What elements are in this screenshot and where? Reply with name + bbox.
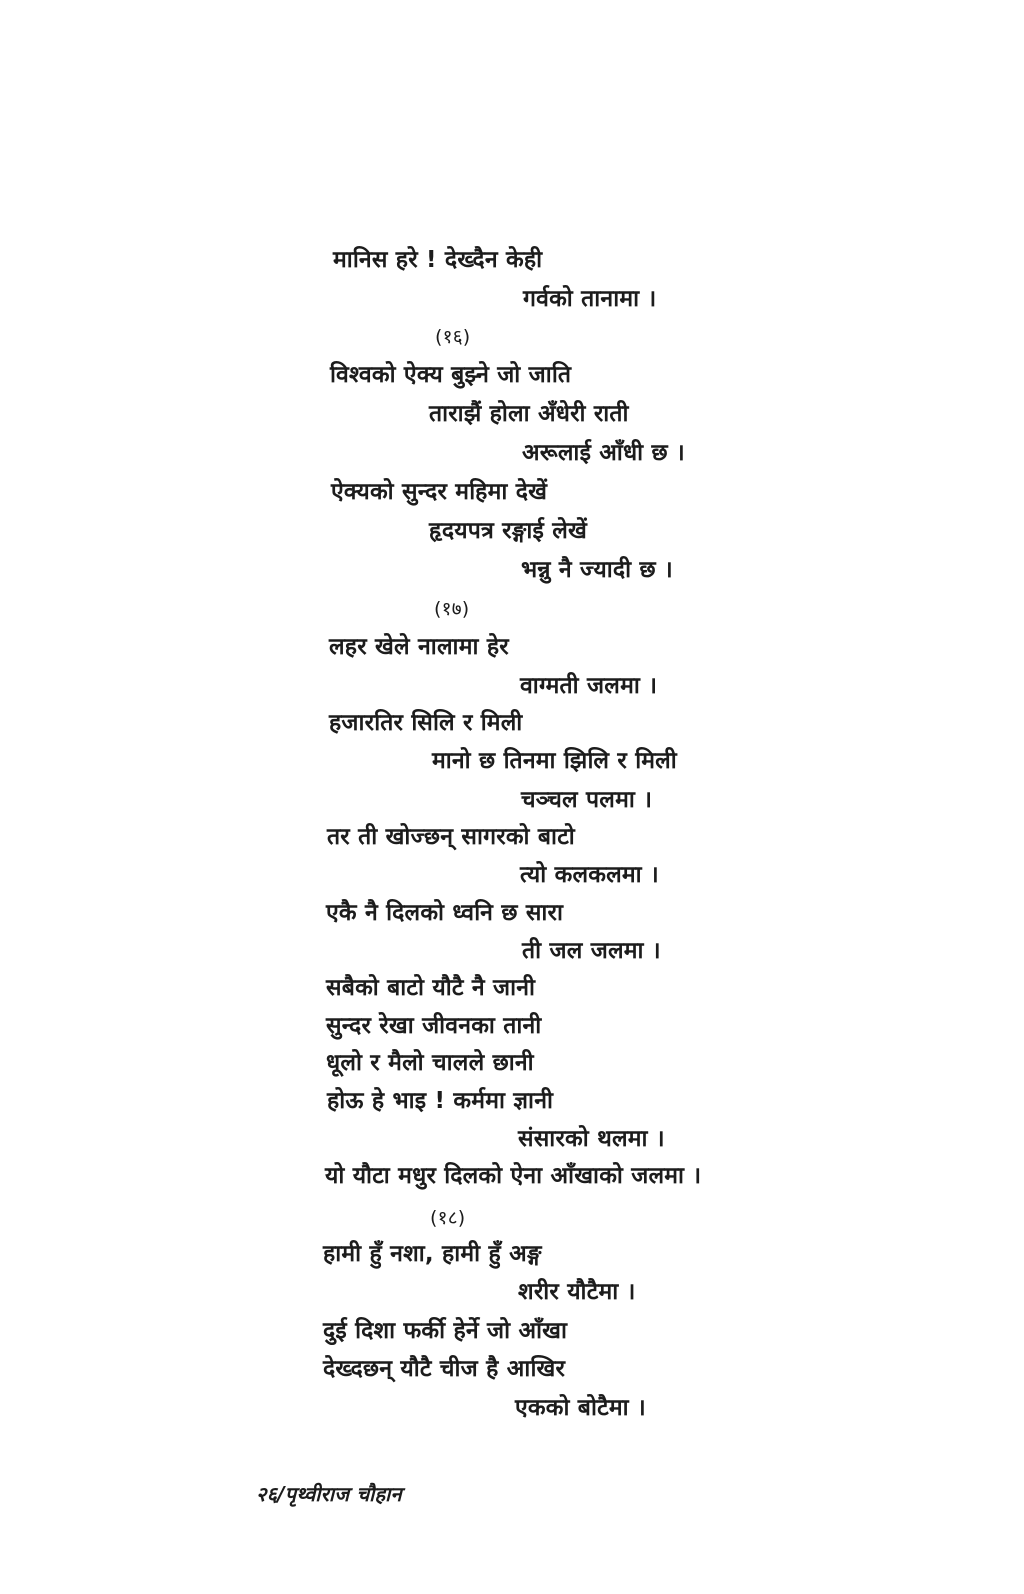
poem-line: शरीर यौटैमा । bbox=[518, 1279, 636, 1305]
page-footer: २६/पृथ्वीराज चौहान bbox=[256, 1482, 402, 1506]
poem-line: अरूलाई आँधी छ । bbox=[522, 440, 685, 466]
poem-line: लहर खेले नालामा हेर bbox=[329, 634, 509, 660]
poem-line: ती जल जलमा । bbox=[522, 938, 661, 964]
verse-number: (१७) bbox=[434, 598, 470, 620]
poem-line: गर्वको तानामा । bbox=[523, 286, 657, 312]
poem-line: धूलो र मैलो चालले छानी bbox=[326, 1050, 534, 1076]
poem-line: होऊ हे भाइ ! कर्ममा ज्ञानी bbox=[327, 1088, 554, 1114]
poem-line: ऐक्यको सुन्दर महिमा देखें bbox=[331, 479, 548, 505]
poem-line: हामी हुँ नशा, हामी हुँ अङ्ग bbox=[323, 1241, 542, 1267]
poem-line: यो यौटा मधुर दिलको ऐना आँखाको जलमा । bbox=[325, 1163, 702, 1189]
poem-line: हृदयपत्र रङ्गाई लेखें bbox=[429, 518, 588, 544]
poem-line: एकको बोटैमा । bbox=[515, 1395, 646, 1421]
verse-number: (१६) bbox=[435, 326, 471, 348]
poem-line: तर ती खोज्छन् सागरको बाटो bbox=[327, 824, 575, 850]
poem-line: हजारतिर सिलि र मिली bbox=[329, 710, 523, 736]
poem-line: त्यो कलकलमा । bbox=[520, 862, 659, 888]
poem-line: चञ्चल पलमा । bbox=[521, 787, 653, 813]
poem-line: संसारको थलमा । bbox=[518, 1126, 665, 1152]
poem-line: भन्नु नै ज्यादी छ । bbox=[521, 557, 673, 583]
verse-number: (१८) bbox=[430, 1207, 466, 1229]
poem-line: ताराझैं होला अँधेरी राती bbox=[429, 401, 629, 427]
poem-line: दुई दिशा फर्की हेर्ने जो आँखा bbox=[323, 1318, 568, 1344]
poem-line: मानिस हरे ! देख्दैन केही bbox=[333, 247, 543, 273]
poem-line: सुन्दर रेखा जीवनका तानी bbox=[326, 1013, 542, 1039]
poem-line: विश्वको ऐक्य बुझ्ने जो जाति bbox=[330, 362, 572, 388]
poem-line: वाग्मती जलमा । bbox=[520, 673, 658, 699]
poem-line: सबैको बाटो यौटै नै जानी bbox=[326, 975, 536, 1001]
poem-line: देख्दछन् यौटै चीज है आखिर bbox=[323, 1356, 566, 1382]
poem-line: एकै नै दिलको ध्वनि छ सारा bbox=[326, 900, 564, 926]
poem-line: मानो छ तिनमा झिलि र मिली bbox=[432, 748, 677, 774]
